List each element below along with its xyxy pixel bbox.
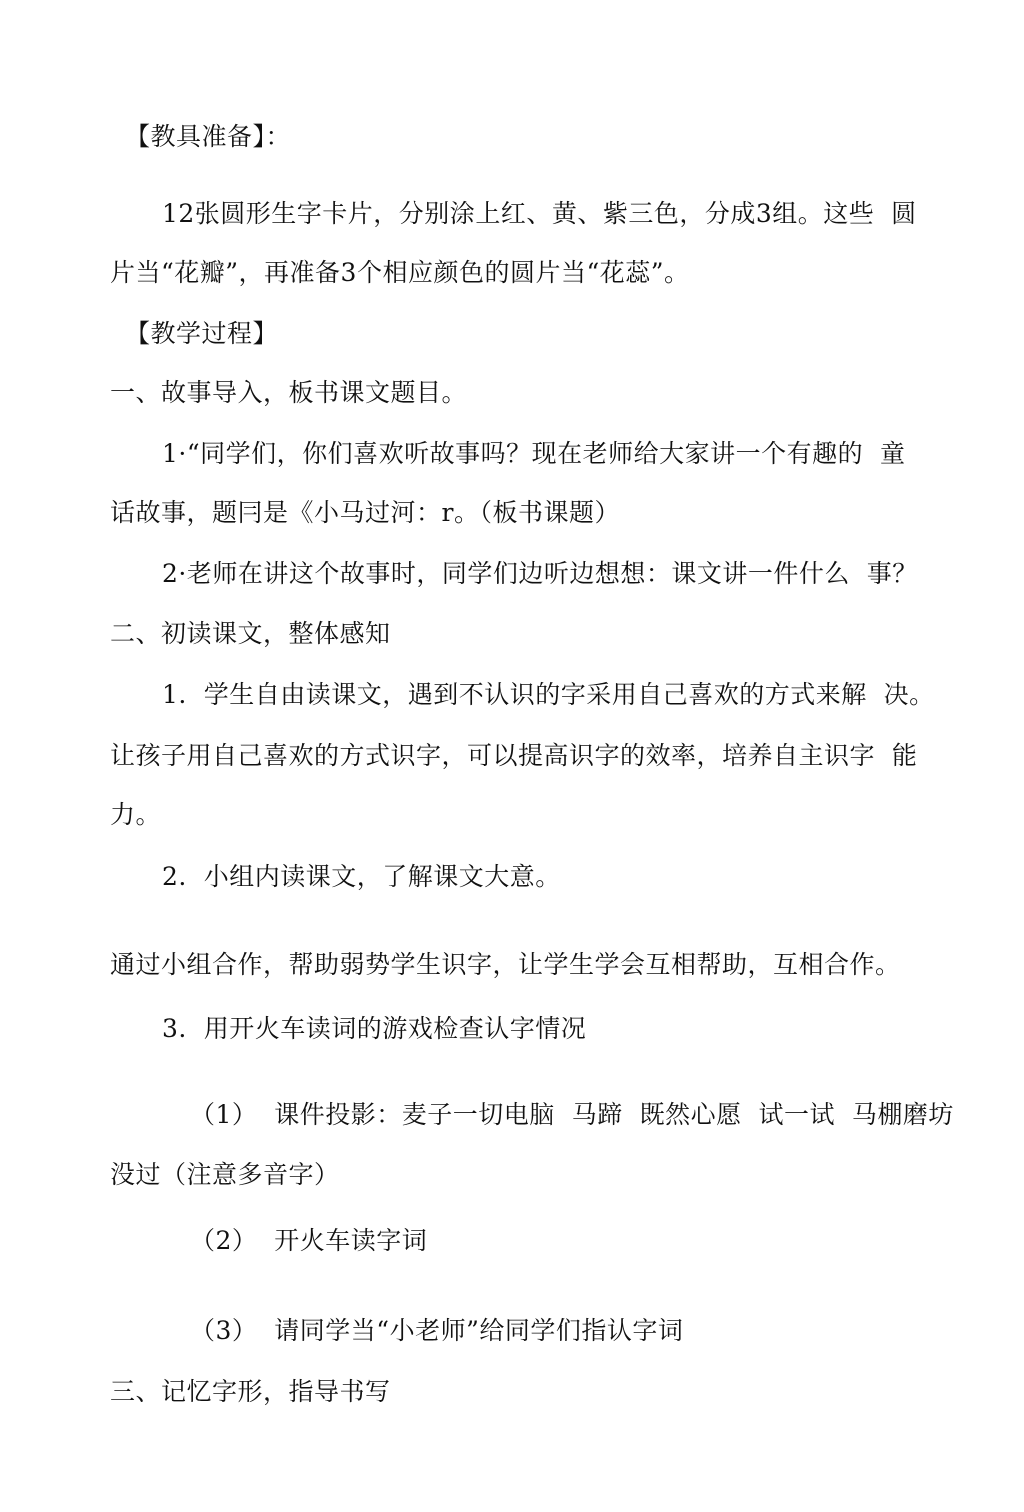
section-heading-teaching-process: 【教学过程】	[125, 319, 279, 348]
paragraph-line: 片当“花瓣”，再准备3个相应颜色的圆片当“花蕊”。	[110, 258, 690, 287]
paragraph-line: 2·老师在讲这个故事时，同学们边听边想想：课文讲一件什么 事？	[162, 559, 918, 588]
paragraph-line: 12张圆形生字卡片，分别涂上红、黄、紫三色，分成3组。这些 圆	[162, 199, 917, 228]
paragraph-line: 2. 小组内读课文，了解课文大意。	[162, 862, 561, 891]
heading-part-two: 二、初读课文，整体感知	[110, 619, 391, 648]
paragraph-line: （3） 请同学当“小老师”给同学们指认字词	[190, 1316, 684, 1345]
section-heading-teaching-aids: 【教具准备】：	[125, 122, 292, 151]
paragraph-line: 1. 学生自由读课文，遇到不认识的字采用自己喜欢的方式来解 决。	[162, 680, 935, 709]
paragraph-line: （2） 开火车读字词	[190, 1226, 428, 1255]
paragraph-line: 话故事，题冃是《小马过河：r。（板书课题）	[110, 498, 620, 527]
heading-part-one: 一、故事导入，板书课文题目。	[110, 378, 468, 407]
paragraph-line: 通过小组合作，帮助弱势学生识字，让学生学会互相帮助，互相合作。	[110, 950, 901, 979]
paragraph-line: 3. 用开火车读词的游戏检查认字情况	[162, 1014, 587, 1043]
paragraph-line: 让孩子用自己喜欢的方式识字，可以提高识字的效率，培养自主识字 能	[110, 741, 918, 770]
heading-part-three: 三、记忆字形，指导书写	[110, 1377, 391, 1406]
paragraph-line: 力。	[110, 800, 162, 829]
paragraph-line: （1） 课件投影：麦子一切电脑 马蹄 既然心愿 试一试 马棚磨坊	[190, 1100, 954, 1129]
paragraph-line: 没过（注意多音字）	[110, 1160, 340, 1189]
paragraph-line: 1·“同学们，你们喜欢听故事吗？现在老师给大家讲一个有趣的 童	[162, 439, 906, 468]
